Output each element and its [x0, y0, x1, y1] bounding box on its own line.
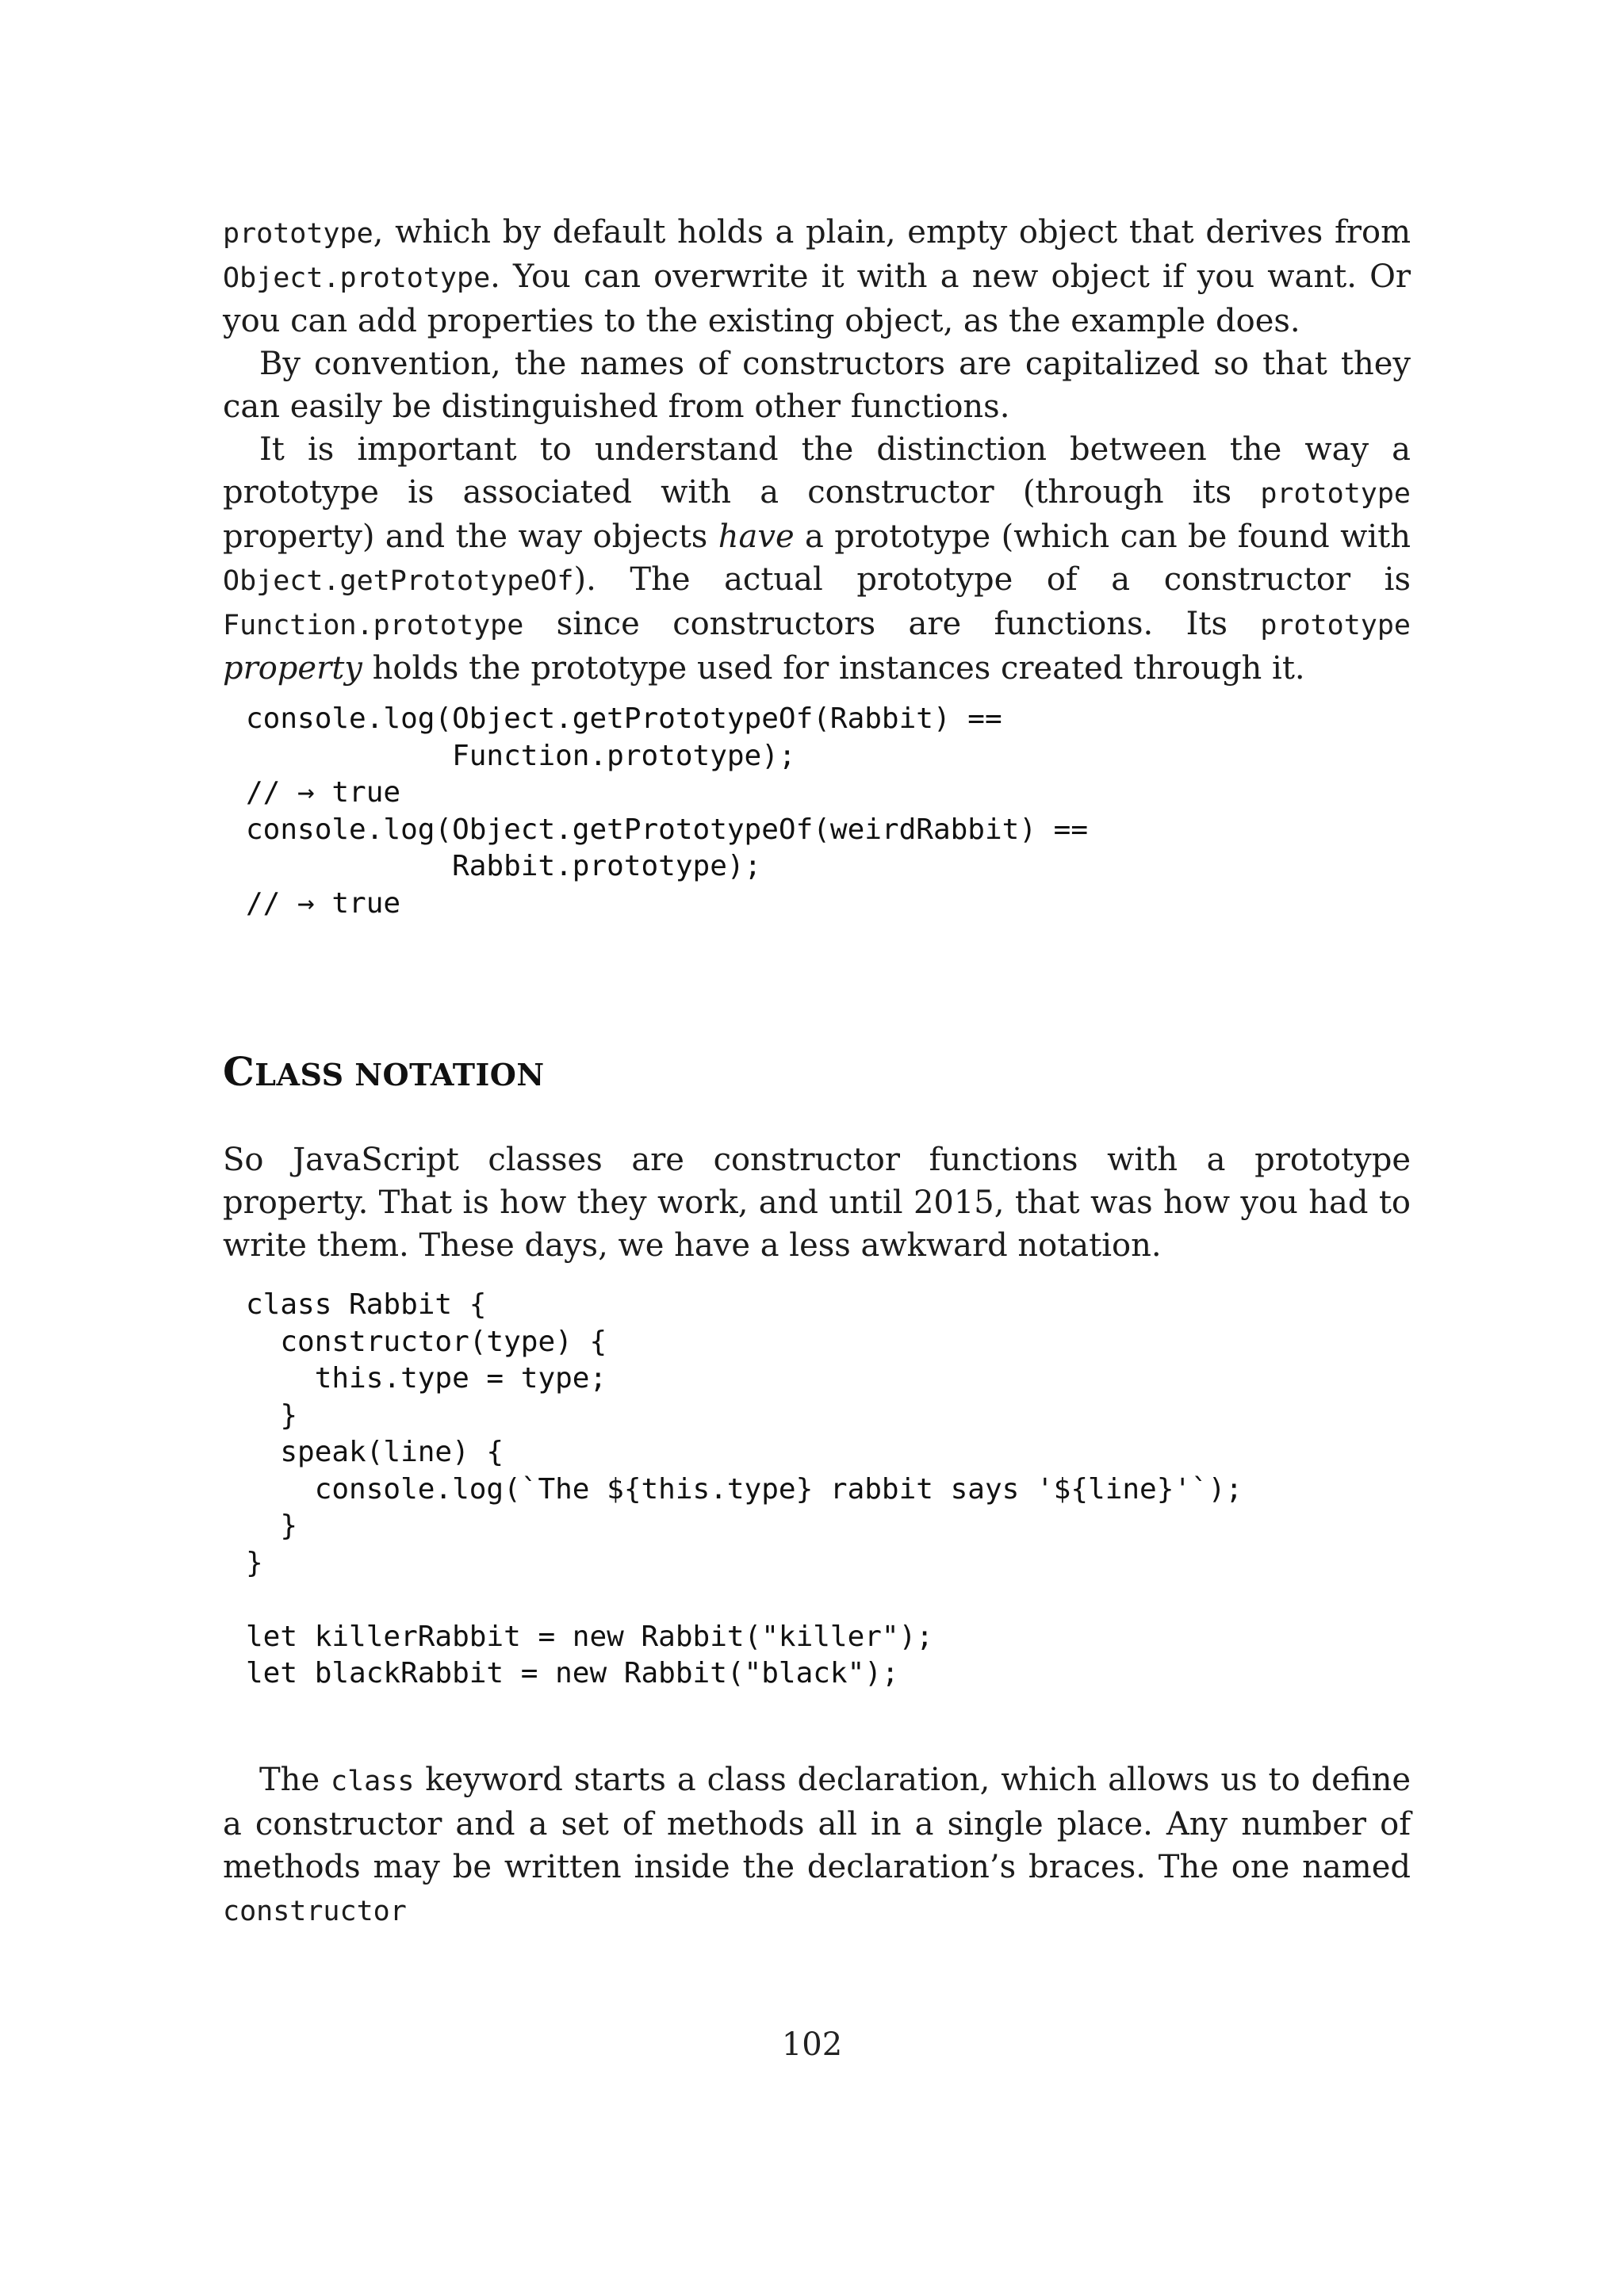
code-block-class-rabbit: class Rabbit { constructor(type) { this.type = type; } speak(line) { console.log(`The ${this.type} rabbit says '${line}'`); } } let killerRabbit = new Rabbit("killer"); let blackRabbit = new Rabbit("black");: [246, 1288, 1243, 1689]
body-text-class-keyword: [223, 1758, 1411, 1933]
inline-code: constructor: [223, 1896, 407, 1927]
body-text-top: [223, 211, 1411, 690]
emphasis: have: [718, 519, 795, 555]
paragraph-prototype-distinction: It is important to understand the distinction between the way a prototype is associated with a constructor (through its prototype property) and the way objects have a prototype (which can be found with Object.getPrototypeOf). The actual prototype of a constructor is Function.prototype since constructors are functions. Its prototype property holds the prototype used for instances created through it.: [223, 431, 1411, 687]
page-number: 102: [781, 2026, 843, 2063]
paragraph-constructor-convention: By convention, the names of constructors are capitalized so that they can easily be distinguished from other functions.: [223, 346, 1411, 425]
section-heading: CLASS NOTATION: [223, 1048, 545, 1095]
inline-code: Object.prototype: [223, 262, 491, 294]
inline-code: Function.prototype: [223, 610, 524, 641]
inline-code: prototype: [1260, 610, 1411, 641]
paragraph-prototype-default: prototype, which by default holds a plain, empty object that derives from Object.prototype. You can overwrite it with a new object if you want. Or you can add properties to the existing object, as the example does.: [223, 214, 1411, 339]
inline-code: Object.getPrototypeOf: [223, 565, 574, 597]
body-text-class-intro: [223, 1138, 1411, 1267]
paragraph-class-keyword: The class keyword starts a class declaration, which allows us to define a constructor and a set of methods all in a single place. Any number of methods may be written inside the declaration’s braces. The one named constructor: [223, 1762, 1411, 1927]
paragraph-class-intro: So JavaScript classes are constructor functions with a prototype property. That is how they work, and until 2015, that was how you had to write them. These days, we have a less awkward notation.: [223, 1142, 1411, 1264]
inline-code: prototype: [1260, 478, 1411, 510]
emphasis: property: [223, 650, 362, 687]
code-block-getprototypeof: console.log(Object.getPrototypeOf(Rabbit) == Function.prototype); // → true console.log(Object.getPrototypeOf(weirdRabbit) == Rabbit.prototype); // → true: [246, 702, 1089, 920]
inline-code: prototype: [223, 218, 373, 250]
inline-code: class: [331, 1766, 415, 1797]
